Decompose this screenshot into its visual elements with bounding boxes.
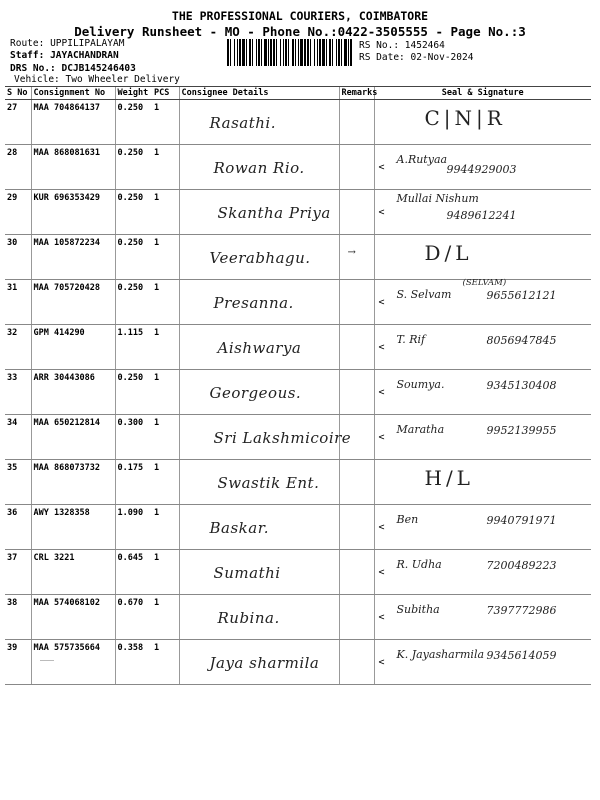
cell-remarks bbox=[339, 595, 374, 640]
barcode-bar bbox=[246, 39, 247, 66]
cell-sno: 32 bbox=[5, 325, 31, 370]
table-row bbox=[5, 100, 591, 145]
barcode-bar bbox=[326, 39, 327, 66]
cell-sno: 36 bbox=[5, 505, 31, 550]
cell-weight: 1.115 bbox=[115, 325, 152, 370]
cell-pcs: 1 bbox=[152, 640, 179, 685]
cell-consignee bbox=[179, 505, 339, 550]
cell-consignee bbox=[179, 415, 352, 460]
table-row bbox=[5, 325, 591, 370]
cell-pcs: 1 bbox=[152, 190, 179, 235]
consignee-name: Sri Lakshmicoire bbox=[213, 429, 352, 447]
phone-number: 8056947845 bbox=[486, 334, 557, 347]
phone-number: 7397772986 bbox=[486, 604, 557, 617]
barcode-bar bbox=[285, 39, 287, 66]
cell-seal bbox=[374, 640, 591, 685]
barcode-bar bbox=[261, 39, 262, 66]
table-row bbox=[5, 370, 591, 415]
barcode-bar bbox=[230, 39, 231, 66]
barcode-bar bbox=[270, 39, 272, 66]
route-label: Route: bbox=[10, 38, 45, 49]
cell-seal bbox=[374, 100, 591, 145]
cell-weight: 0.250 bbox=[115, 190, 152, 235]
table-row bbox=[5, 280, 591, 325]
runsheet-table bbox=[5, 86, 591, 685]
col-header-weight: Weight bbox=[115, 87, 152, 100]
barcode-bar bbox=[268, 39, 269, 66]
table-row bbox=[5, 595, 591, 640]
cell-weight: 0.250 bbox=[115, 145, 152, 190]
table-row bbox=[5, 505, 591, 550]
cell-consignment: ARR 30443086 bbox=[31, 370, 115, 415]
cell-weight: 0.670 bbox=[115, 595, 152, 640]
route-line bbox=[10, 38, 124, 49]
cell-remarks bbox=[339, 235, 374, 280]
cell-consignee bbox=[179, 190, 339, 235]
tick-mark: < bbox=[378, 162, 385, 173]
cell-consignment: MAA 575735664 bbox=[31, 640, 115, 685]
phone-number: 9345614059 bbox=[486, 649, 557, 662]
barcode-bar bbox=[242, 39, 245, 66]
cell-pcs: 1 bbox=[152, 325, 179, 370]
drs-label: DRS No.: bbox=[10, 63, 56, 74]
rs-no-value: 1452464 bbox=[404, 40, 445, 51]
phone-number: 7200489223 bbox=[486, 559, 557, 572]
barcode-bar bbox=[264, 39, 267, 66]
barcode-bar bbox=[283, 39, 284, 66]
barcode-bar bbox=[332, 39, 333, 66]
cell-seal bbox=[374, 460, 591, 505]
cell-consignment: MAA 868081631 bbox=[31, 145, 115, 190]
vehicle-line bbox=[14, 74, 180, 85]
barcode-bar bbox=[307, 39, 309, 66]
seal-mark: C|N|R bbox=[424, 106, 506, 130]
tick-mark: < bbox=[378, 432, 385, 443]
cell-consignment: MAA 105872234 bbox=[31, 235, 115, 280]
cell-sno: 34 bbox=[5, 415, 31, 460]
cell-seal bbox=[374, 505, 591, 550]
signature: Soumya. bbox=[396, 378, 445, 391]
vehicle-label: Vehicle: bbox=[14, 74, 60, 85]
barcode-bar bbox=[336, 39, 337, 66]
cell-remarks bbox=[339, 145, 374, 190]
rs-date-label: RS Date: bbox=[359, 52, 405, 63]
cell-weight: 0.300 bbox=[115, 415, 152, 460]
barcode-bar bbox=[258, 39, 260, 66]
signature: Mullai Nishum bbox=[396, 192, 479, 205]
tick-mark: < bbox=[378, 207, 385, 218]
cell-consignment: MAA 704864137 bbox=[31, 100, 115, 145]
barcode-bar bbox=[239, 39, 241, 66]
barcode bbox=[227, 39, 353, 66]
cell-remarks bbox=[339, 325, 374, 370]
phone-number: 9345130408 bbox=[486, 379, 557, 392]
tick-mark: < bbox=[378, 522, 385, 533]
barcode-bar bbox=[319, 39, 321, 66]
table-row bbox=[5, 550, 591, 595]
table-header-row bbox=[5, 87, 591, 100]
cell-consignment: AWY 1328358 bbox=[31, 505, 115, 550]
cell-sno: 28 bbox=[5, 145, 31, 190]
barcode-bar bbox=[341, 39, 342, 66]
signature: R. Udha bbox=[396, 558, 442, 571]
cell-consignment: GPM 414290 bbox=[31, 325, 115, 370]
cell-seal bbox=[374, 190, 591, 235]
tick-mark: < bbox=[378, 657, 385, 668]
phone-number: 9655612121 bbox=[486, 289, 557, 302]
consignee-name: Aishwarya bbox=[217, 339, 302, 357]
col-header-pcs: PCS bbox=[152, 87, 179, 100]
signature: T. Rif bbox=[396, 333, 426, 346]
cell-seal bbox=[374, 280, 591, 325]
rs-date-line bbox=[359, 52, 473, 63]
cell-pcs: 1 bbox=[152, 460, 179, 505]
cell-pcs: 1 bbox=[152, 235, 179, 280]
seal-mark: D/L bbox=[424, 241, 473, 265]
barcode-bar bbox=[300, 39, 303, 66]
cell-consignee bbox=[179, 595, 339, 640]
signature: Maratha bbox=[396, 423, 445, 436]
cell-sno: 31 bbox=[5, 280, 31, 325]
col-header-remarks: Remarks bbox=[339, 87, 374, 100]
rs-no-label: RS No.: bbox=[359, 40, 400, 51]
cell-remarks bbox=[339, 550, 374, 595]
cell-sno: 37 bbox=[5, 550, 31, 595]
signature: A.Rutyaa bbox=[396, 153, 448, 166]
cell-pcs: 1 bbox=[152, 100, 179, 145]
cell-weight: 0.250 bbox=[115, 280, 152, 325]
phone-number: 9952139955 bbox=[486, 424, 557, 437]
cell-consignee bbox=[179, 370, 339, 415]
cell-weight: 0.250 bbox=[115, 100, 152, 145]
barcode-bar bbox=[234, 39, 235, 66]
consignee-name: Baskar. bbox=[209, 519, 269, 537]
consignee-name: Rowan Rio. bbox=[213, 159, 305, 177]
barcode-bar bbox=[310, 39, 311, 66]
cell-consignment: MAA 650212814 bbox=[31, 415, 115, 460]
route-value: UPPILIPALAYAM bbox=[50, 38, 125, 49]
barcode-bar bbox=[288, 39, 289, 66]
cell-consignee bbox=[179, 325, 339, 370]
cell-weight: 0.645 bbox=[115, 550, 152, 595]
phone-number: 9940791971 bbox=[486, 514, 557, 527]
cell-seal bbox=[374, 145, 591, 190]
cell-weight: 0.250 bbox=[115, 370, 152, 415]
cell-consignee bbox=[179, 280, 339, 325]
cell-sno: 30 bbox=[5, 235, 31, 280]
tick-mark: < bbox=[378, 612, 385, 623]
cell-pcs: 1 bbox=[152, 370, 179, 415]
table-row bbox=[5, 145, 591, 190]
table-row bbox=[5, 415, 591, 460]
barcode-bar bbox=[280, 39, 281, 66]
cell-seal bbox=[374, 325, 591, 370]
barcode-bar bbox=[348, 39, 349, 66]
cell-weight: 0.250 bbox=[115, 235, 152, 280]
tick-mark: < bbox=[378, 567, 385, 578]
remark-mark: → bbox=[347, 247, 356, 258]
cell-consignment: KUR 696353429 bbox=[31, 190, 115, 235]
consignee-name: Georgeous. bbox=[209, 384, 302, 402]
drs-line bbox=[10, 63, 136, 74]
signature: S. Selvam bbox=[396, 288, 452, 301]
cell-remarks bbox=[339, 100, 374, 145]
barcode-bar bbox=[273, 39, 275, 66]
cell-pcs: 1 bbox=[152, 595, 179, 640]
cell-remarks bbox=[339, 505, 374, 550]
cell-sno: 33 bbox=[5, 370, 31, 415]
cell-consignment: MAA 705720428 bbox=[31, 280, 115, 325]
signature: Subitha bbox=[396, 603, 440, 616]
cell-consignment: MAA 574068102 bbox=[31, 595, 115, 640]
barcode-bar bbox=[329, 39, 331, 66]
staff-label: Staff: bbox=[10, 50, 45, 61]
cell-remarks bbox=[339, 370, 374, 415]
cell-seal bbox=[374, 415, 591, 460]
staff-value: JAYACHANDRAN bbox=[50, 50, 119, 61]
barcode-bar bbox=[295, 39, 296, 66]
cell-consignee bbox=[179, 550, 339, 595]
cell-sno: 35 bbox=[5, 460, 31, 505]
barcode-bar bbox=[317, 39, 318, 66]
cell-remarks bbox=[339, 280, 374, 325]
cell-sno: 27 bbox=[5, 100, 31, 145]
handwritten-note: (SELVAM) bbox=[462, 278, 507, 288]
phone-number: 9944929003 bbox=[446, 163, 517, 176]
company-title: THE PROFESSIONAL COURIERS, COIMBATORE bbox=[171, 9, 429, 23]
cell-remarks bbox=[339, 415, 374, 460]
barcode-bar bbox=[298, 39, 299, 66]
cell-pcs: 1 bbox=[152, 415, 179, 460]
cell-weight: 1.090 bbox=[115, 505, 152, 550]
phone-number: 9489612241 bbox=[446, 209, 517, 222]
consignee-name: Veerabhagu. bbox=[209, 249, 311, 267]
cell-sno: 39 bbox=[5, 640, 31, 685]
cell-sno: 29 bbox=[5, 190, 31, 235]
cell-seal bbox=[374, 235, 591, 280]
barcode-bar bbox=[256, 39, 257, 66]
table-row bbox=[5, 640, 591, 685]
cell-consignee bbox=[179, 145, 339, 190]
table-row bbox=[5, 190, 591, 235]
barcode-bar bbox=[237, 39, 238, 66]
consignee-name: Swastik Ent. bbox=[217, 474, 320, 492]
cell-consignee bbox=[179, 100, 339, 145]
consignee-name: Rasathi. bbox=[209, 114, 276, 132]
cell-weight: 0.358 bbox=[115, 640, 152, 685]
signature: Ben bbox=[396, 513, 419, 526]
cell-consignment: MAA 868073732 bbox=[31, 460, 115, 505]
cell-consignee bbox=[179, 640, 339, 685]
consignee-name: Skantha Priya bbox=[217, 204, 331, 222]
cell-pcs: 1 bbox=[152, 280, 179, 325]
cell-seal bbox=[374, 595, 591, 640]
barcode-bar bbox=[249, 39, 251, 66]
barcode-bar bbox=[252, 39, 253, 66]
seal-mark: H/L bbox=[424, 466, 474, 490]
barcode-bar bbox=[350, 39, 352, 66]
staff-line bbox=[10, 50, 119, 61]
col-header-consignee: Consignee Details bbox=[179, 87, 339, 100]
barcode-bar bbox=[322, 39, 325, 66]
tick-mark: < bbox=[378, 297, 385, 308]
consignee-name: Jaya sharmila bbox=[209, 654, 320, 672]
col-header-consignment: Consignment No bbox=[31, 87, 115, 100]
cell-pcs: 1 bbox=[152, 550, 179, 595]
consignee-name: Rubina. bbox=[217, 609, 280, 627]
barcode-bar bbox=[314, 39, 315, 66]
vehicle-value: Two Wheeler Delivery bbox=[65, 74, 180, 85]
barcode-bar bbox=[304, 39, 306, 66]
cell-sno: 38 bbox=[5, 595, 31, 640]
tick-mark: < bbox=[378, 342, 385, 353]
cell-seal bbox=[374, 370, 591, 415]
cell-pcs: 1 bbox=[152, 145, 179, 190]
barcode-bar bbox=[276, 39, 277, 66]
tick-mark: < bbox=[378, 387, 385, 398]
rs-no-line bbox=[359, 40, 445, 51]
consignee-name: Sumathi bbox=[213, 564, 281, 582]
consignee-name: Presanna. bbox=[213, 294, 294, 312]
cell-weight: 0.175 bbox=[115, 460, 152, 505]
barcode-bar bbox=[227, 39, 229, 66]
col-header-sno: S No bbox=[5, 87, 31, 100]
barcode-bar bbox=[292, 39, 294, 66]
drs-value: DCJB145246403 bbox=[61, 63, 136, 74]
cell-consignee bbox=[179, 235, 339, 280]
table-row bbox=[5, 235, 591, 280]
cell-pcs: 1 bbox=[152, 505, 179, 550]
runsheet-title: Delivery Runsheet - MO - Phone No.:0422-3505555 - Page No.:3 bbox=[74, 24, 526, 39]
cell-consignment: CRL 3221 bbox=[31, 550, 115, 595]
cell-seal bbox=[374, 550, 591, 595]
table-row bbox=[5, 460, 591, 505]
barcode-bar bbox=[338, 39, 340, 66]
cell-consignee bbox=[179, 460, 339, 505]
rs-date-value: 02-Nov-2024 bbox=[410, 52, 474, 63]
cell-remarks bbox=[339, 190, 374, 235]
col-header-seal: Seal & Signature bbox=[374, 87, 591, 100]
cell-remarks bbox=[339, 640, 374, 685]
barcode-bar bbox=[344, 39, 347, 66]
signature: K. Jayasharmila bbox=[396, 648, 485, 661]
stray-mark bbox=[40, 660, 54, 661]
cell-remarks bbox=[339, 460, 374, 505]
